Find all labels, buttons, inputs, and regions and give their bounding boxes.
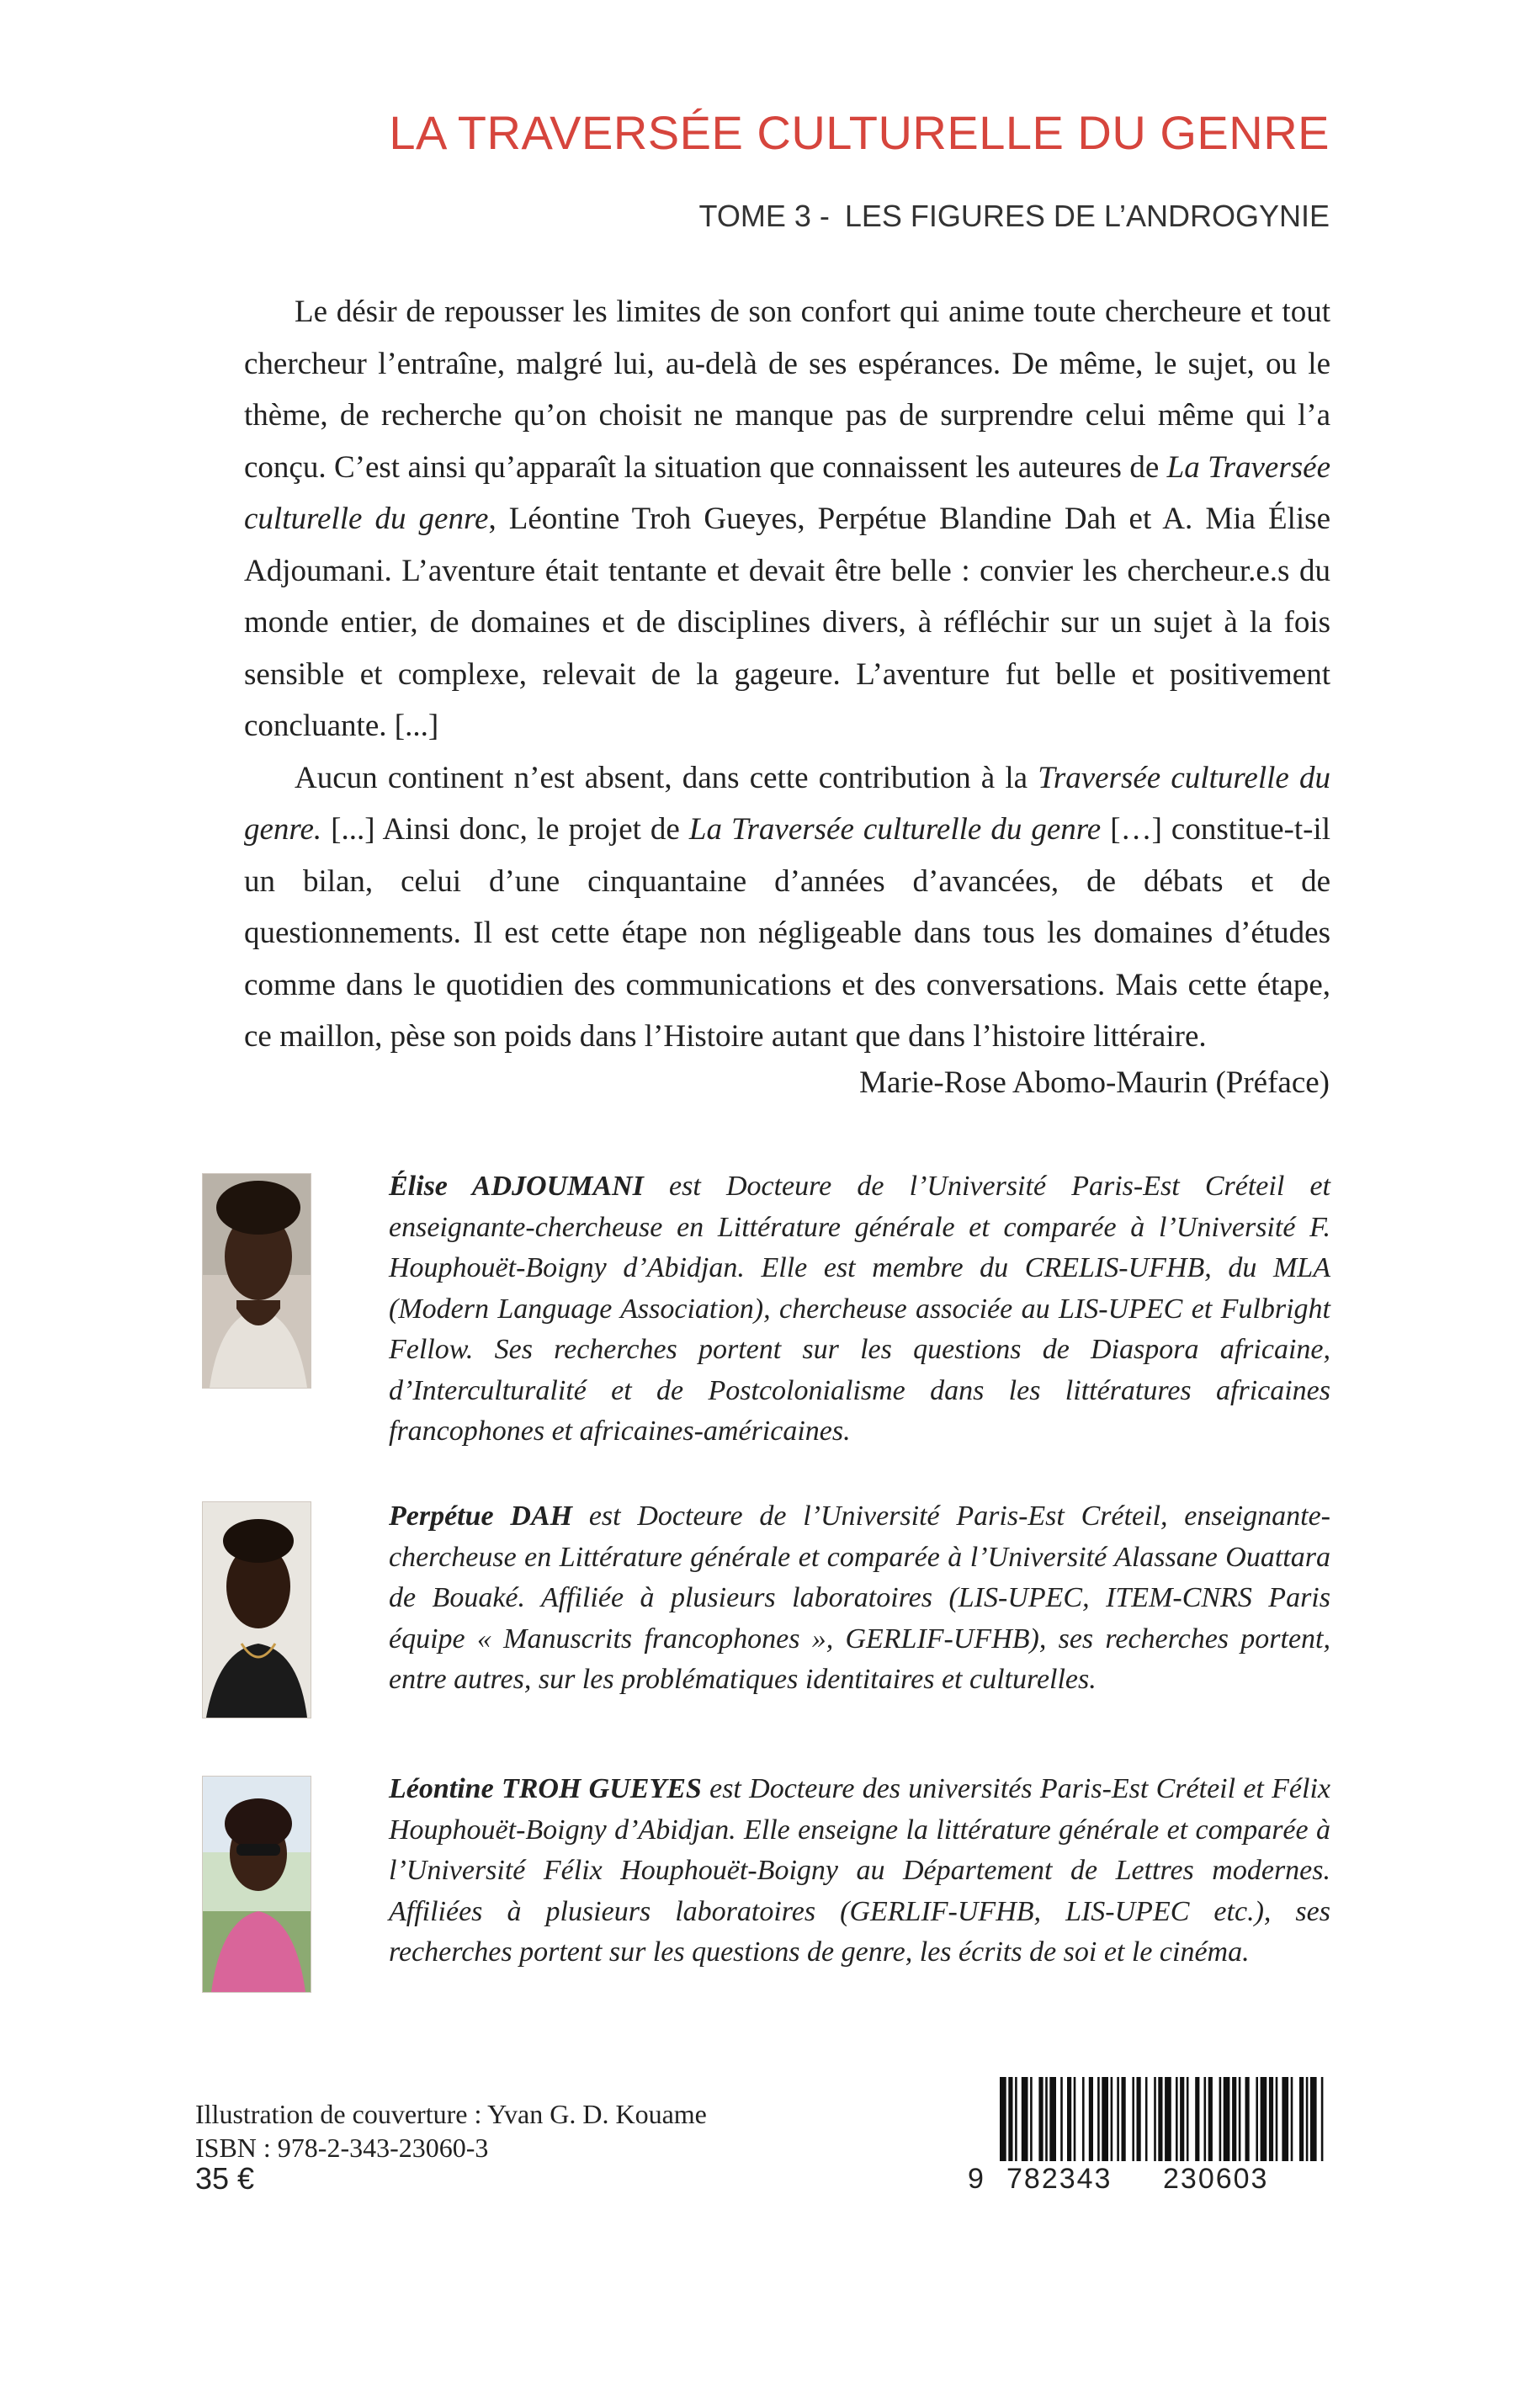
barcode-bar: [1165, 2077, 1171, 2161]
author-block-dah: [202, 1501, 1330, 1720]
barcode-bar: [1132, 2077, 1134, 2161]
barcode-digit-first: 9: [968, 2163, 985, 2195]
preface-paragraph-1: [244, 286, 1330, 752]
barcode-bar: [1291, 2077, 1293, 2161]
author-block-adjoumani: [202, 1171, 1330, 1447]
author-name: Élise ADJOUMANI: [389, 1171, 644, 1202]
preface-italic-title: Traversée culturelle du genre.: [244, 760, 1330, 847]
author-photo: [202, 1173, 311, 1389]
barcode-bar: [1111, 2077, 1113, 2161]
barcode-bar: [1030, 2077, 1033, 2161]
preface-text-run: […] constitue-t-il un bilan, celui d’une cinquantaine d’années d’avancées, de débats et de questionnements. Il est cette étape non négligeable dans tous les domaines d’études comme dans le quotidien des communications et des conversations. Mais cette étape, ce maillon, pèse son poids dans l’Histoire autant que dans l’histoire littéraire.: [244, 812, 1330, 1054]
barcode-bar: [1306, 2077, 1309, 2161]
barcode-bar: [1204, 2077, 1207, 2161]
barcode-bar: [1049, 2077, 1056, 2161]
barcode-bar: [1117, 2077, 1119, 2161]
author-bio-text: est Docteure de l’Université Paris-Est Créteil, enseignante-chercheuse en Littérature générale et comparée à l’Université Alassane Ouattara de Bouaké. Affiliée à plusieurs laboratoires (LIS-UPEC, ITEM-CNRS Paris équipe « Manuscrits francophones », GERLIF-UFHB), ses recherches portent, entre autres, sur les problématiques identitaires et culturelles.: [389, 1501, 1331, 1695]
barcode-bar: [1219, 2077, 1222, 2161]
barcode-bar: [1074, 2077, 1076, 2161]
barcode-bar: [1008, 2077, 1012, 2161]
barcode-bar: [1067, 2077, 1071, 2161]
barcode-bar: [1000, 2077, 1006, 2161]
barcode-bar: [1224, 2077, 1230, 2161]
price: 35 €: [195, 2161, 255, 2196]
barcode-bar: [1176, 2077, 1178, 2161]
barcode-bar: [1187, 2077, 1189, 2161]
preface-text-run: Le désir de repousser les limites de son confort qui anime toute chercheure et tout chercheur l’entraîne, malgré lui, au-delà de ses espérances. De même, le sujet, ou le thème, de recherche qu’on choisit ne manque pas de surprendre celui même qui l’a conçu. C’est ainsi qu’apparaît la situation que connaissent les auteures de: [244, 295, 1330, 485]
tome-name: LES FIGURES DE L’ANDROGYNIE: [844, 199, 1330, 233]
author-name: Perpétue DAH: [389, 1501, 573, 1532]
isbn: ISBN : 978-2-343-23060-3: [195, 2133, 489, 2163]
barcode-bar: [1256, 2077, 1258, 2161]
barcode-bar: [1102, 2077, 1108, 2161]
barcode-bar: [1154, 2077, 1156, 2161]
barcode-bar: [1282, 2077, 1288, 2161]
book-subtitle: [699, 199, 1330, 234]
author-bio: [389, 1166, 1330, 1453]
barcode-bar: [1022, 2077, 1028, 2161]
barcode-bar: [1261, 2077, 1267, 2161]
author-bio: [389, 1496, 1330, 1701]
author-block-troh-gueyes: [202, 1773, 1330, 1998]
barcode-bar: [1180, 2077, 1184, 2161]
author-bio-text: est Docteure de l’Université Paris-Est Créteil et enseignante-chercheuse en Littérature générale et comparée à l’Université F. Houphouët-Boigny d’Abidjan. Elle est membre du CRELIS-UFHB, du MLA (Modern Language Association), chercheuse associée au LIS-UPEC et Fulbright Fellow. Ses recherches portent sur les questions de Diaspora africaine, d’Interculturalité et de Postcolonialisme dans les littératures africaines francophones et africaines-américaines.: [389, 1171, 1330, 1447]
preface-text-run: [...] Ainsi donc, le projet de: [321, 812, 689, 847]
barcode-digits-left: 782343: [1006, 2163, 1113, 2195]
barcode-bar: [1158, 2077, 1162, 2161]
barcode-bar: [1082, 2077, 1085, 2161]
preface-text: [244, 286, 1330, 1063]
barcode-bar: [1089, 2077, 1093, 2161]
book-title: LA TRAVERSÉE CULTURELLE DU GENRE: [389, 106, 1330, 159]
author-photo: [202, 1776, 311, 1993]
barcode-bar: [1299, 2077, 1304, 2161]
barcode-bar: [1269, 2077, 1273, 2161]
author-bio: [389, 1769, 1330, 1973]
tome-label: TOME 3 -: [698, 199, 830, 233]
barcode-bar: [1038, 2077, 1043, 2161]
preface-text-run: Aucun continent n’est absent, dans cette contribution à la: [295, 760, 1038, 795]
preface-text-run: , Léontine Troh Gueyes, Perpétue Blandine Dah et A. Mia Élise Adjoumani. L’aventure était tentante et devait être belle : convier les chercheur.e.s du monde entier, de domaines et de disciplines divers, à réfléchir sur un sujet à la fois sensible et complexe, relevait de la gageure. L’aventure fut belle et positivement concluante. [...]: [244, 502, 1330, 743]
barcode-bar: [1208, 2077, 1213, 2161]
barcode-bar: [1195, 2077, 1199, 2161]
author-bio-text: est Docteure des universités Paris-Est Créteil et Félix Houphouët-Boigny d’Abidjan. Elle enseigne la littérature générale et comparée à l’Université Félix Houphouët-Boigny au Département de Lettres modernes. Affiliées à plusieurs laboratoires (GERLIF-UFHB, LIS-UPEC etc.), ses recherches portent sur les questions de genre, les écrits de soi et le cinéma.: [389, 1773, 1330, 1968]
barcode-bar: [1045, 2077, 1048, 2161]
barcode-bar: [1310, 2077, 1317, 2161]
barcode-bar: [1122, 2077, 1126, 2161]
barcode-bar: [1097, 2077, 1100, 2161]
barcode-bar: [1321, 2077, 1324, 2161]
barcode-bar: [1276, 2077, 1278, 2161]
barcode-bar: [1137, 2077, 1141, 2161]
barcode-bar: [1015, 2077, 1017, 2161]
preface-italic-title: La Traversée culturelle du genre: [688, 812, 1102, 847]
barcode-bar: [1239, 2077, 1241, 2161]
barcode-bar: [1060, 2077, 1063, 2161]
author-name: Léontine TROH GUEYES: [389, 1773, 702, 1804]
barcode-graphic: [968, 2077, 1330, 2241]
preface-paragraph-2: [244, 752, 1330, 1063]
author-photo: [202, 1501, 311, 1718]
preface-italic-title: La Traversée culturelle du genre: [244, 449, 1330, 536]
illustration-credit: Illustration de couverture : Yvan G. D. Kouame: [195, 2099, 707, 2129]
barcode-bar: [1245, 2077, 1250, 2161]
barcode-digits-right: 230603: [1163, 2163, 1269, 2195]
barcode-bar: [1232, 2077, 1236, 2161]
preface-signature: Marie-Rose Abomo-Maurin (Préface): [859, 1065, 1330, 1100]
barcode-bar: [1145, 2077, 1148, 2161]
